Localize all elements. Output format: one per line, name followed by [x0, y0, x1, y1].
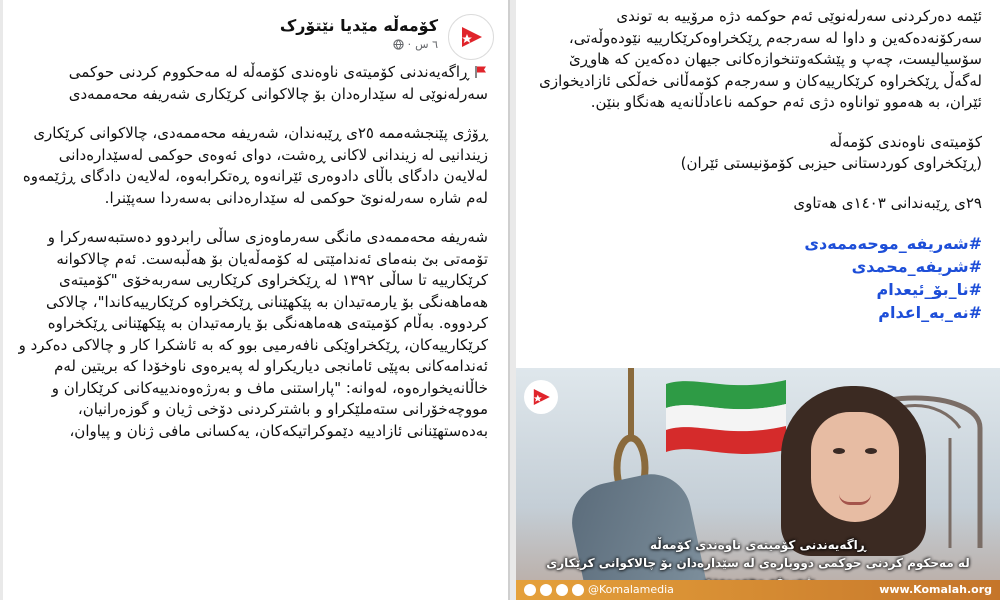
- portrait-photo: [781, 386, 926, 556]
- facebook-icon: [556, 584, 568, 596]
- caption-line: لە مەحکوم کردنی حوکمی دووبارەی لە سێدارەدان بۆ چالاکوانی کرێکاری: [546, 556, 970, 570]
- website-url: www.Komalah.org: [879, 583, 992, 596]
- globe-icon: [393, 39, 404, 50]
- youtube-icon: [524, 584, 536, 596]
- post-paragraph: ئێمە دەرکردنی سەرلەنوێی ئەم حوکمە دژە مرۆییە بە توندی سەرکۆنەدەکەین و داوا لە سەرجەم ڕێکخراوەکرێکارییە نێودەوڵەتی، سۆسیالیست، چەپ و پێشکەوتنخوازەکانی جیهان دەکەین کە هاوڕێ لەگەڵ ڕێکخراوە کرێکارییەکان و سەرجەم کۆمەڵانی خەڵکی ئازادیخوازی ئێران، بە هەموو تواناوە دژی ئەم حوکمە ناعادڵانەیە هەنگاو بنێن.: [539, 7, 982, 111]
- hashtag-link[interactable]: #شریفه_محمدی: [851, 257, 982, 276]
- post-headline: [18, 62, 488, 105]
- signature-line: کۆمیتەی ناوەندی کۆمەڵە: [829, 132, 982, 151]
- post-continuation-body: [532, 6, 982, 324]
- komala-logo-icon: [456, 22, 486, 52]
- facebook-post: [3, 0, 510, 600]
- social-handle: @Komalamedia: [588, 583, 674, 596]
- komala-logo-icon: [529, 385, 553, 409]
- post-paragraph: ڕۆژی پێنجشەممە ٢٥ی ڕێبەندان، شەریفە محەممەدی، چالاکوانی کرێکاری زیندانیی لە زیندانی لاکانی ڕەشت، دوای ئەوەی حوکمی لەسێدارەدانی لەلایەن دادگای باڵای دادوەری ئێرانەوە ڕەتکرابەوە، لەلایەن دادگای ڕژێمەوە لەم شارە سەرلەنوێ حوکمی لە سێدارەدانی بەسەردا سەپێنرا.: [22, 124, 488, 207]
- red-flag-icon: [474, 65, 488, 79]
- post-body: [18, 62, 488, 460]
- iran-flag-graphic: [666, 374, 786, 454]
- post-image[interactable]: [516, 368, 1000, 600]
- social-links: [524, 583, 674, 596]
- post-date: ٢٩ی ڕێبەندانی ١٤٠٣ی هەتاوی: [793, 193, 982, 212]
- signature-line: (ڕێکخراوی کوردستانی حیزبی کۆمۆنیستی ئێران): [680, 154, 982, 172]
- hashtag-link[interactable]: #نا_بۆ_ئیعدام: [876, 280, 982, 299]
- image-logo: [524, 380, 558, 414]
- hashtag-list: [532, 232, 982, 324]
- post-time[interactable]: ٦ س: [415, 38, 438, 51]
- post-paragraph: ڕاگەیەندنی کۆمیتەی ناوەندی کۆمەڵە لە مەحکووم کردنی حوکمی سەرلەنوێی لە سێدارەدان بۆ چالاکوانی کرێکاری شەریفە محەممەدی: [68, 63, 488, 103]
- caption-line: ڕاگەیەندنی کۆمیتەی ناوەندی کۆمەڵە: [650, 538, 866, 552]
- hashtag-link[interactable]: #شەریفە_موحەممەدی: [804, 234, 982, 253]
- telegram-icon: [572, 584, 584, 596]
- post-paragraph: شەریفە محەممەدی مانگی سەرماوەزی ساڵی رابردوو دەستبەسەرکرا و تۆمەتی بێ بنەمای ئەندامێتی لە کۆمەڵەیان بۆ هەڵبەست. ئەم چالاکوانە کرێکارییە تا ساڵی ١٣٩٢ لە ڕێکخراوی کرێکاریی سەربەخۆی "کۆمیتەی هەماهەنگی بۆ یارمەتیدان بە پێکهێنانی ڕێکخراوە کرێکارییەکاندا"، چالاکی کردووە. بەڵام کۆمیتەی هەماهەنگی بۆ یارمەتیدان بە پێکهێنانی ڕێکخراوە کرێکارییەکان، ڕێکخراوێکی نافەرمیی بوو کە بە ئاشکرا کار و چالاکی دەکرد و ئەندامەکانی بەپێی ئامانجی دیاریکراو لە پەیرەوی ناوخۆدا کە بریتین لەم خاڵانەیخوارەوە، لەوانە: "پاراستنی ماف و بەرژەوەندییەکانی کرێکاران و مووچەخۆرانی ستەملێکراو و باشترکردنی دۆخی ژیان و گوزەرانیان، بەدەستهێنانی ئازادییە دێموکراتیکەکان، یەکسانی مافی ژنان و پیاوان،: [18, 228, 488, 440]
- post-header: [14, 14, 494, 58]
- page-name[interactable]: کۆمەڵە مێدیا نێتۆرک: [279, 16, 438, 35]
- page-avatar[interactable]: [448, 14, 494, 60]
- instagram-icon: [540, 584, 552, 596]
- hashtag-link[interactable]: #نه_به_اعدام: [878, 303, 982, 322]
- post-meta: ٦ س ·: [393, 38, 438, 51]
- post-continuation: [516, 0, 1000, 368]
- image-footer-bar: [516, 580, 1000, 600]
- signature: [532, 132, 982, 175]
